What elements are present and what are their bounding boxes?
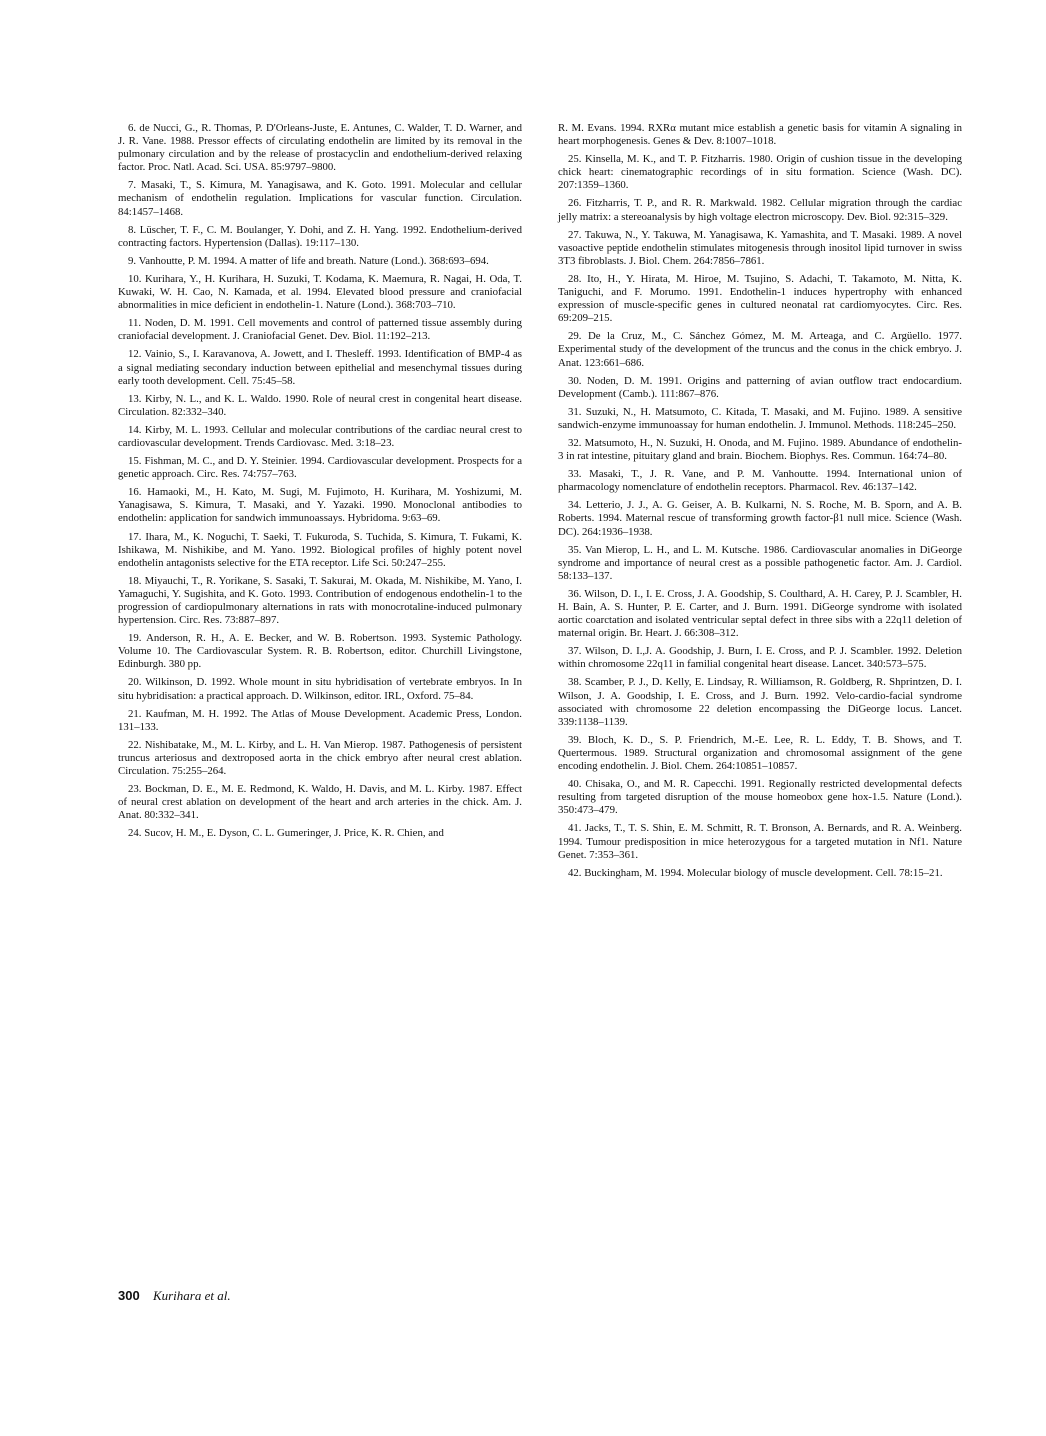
reference-item: 16. Hamaoki, M., H. Kato, M. Sugi, M. Fujimoto, H. Kurihara, M. Yoshizumi, M. Yanagisawa, S. Kimura, T. Masaki, and Y. Yazaki. 1990. Monoclonal antibodies to endothelin: application for sandwich immunoassays. Hybridoma. 9:63–69. bbox=[118, 486, 522, 525]
running-head: Kurihara et al. bbox=[152, 1288, 231, 1303]
page-number: 300 bbox=[118, 1288, 140, 1303]
reference-item: 29. De la Cruz, M., C. Sánchez Gómez, M. M. Arteaga, and C. Argüello. 1977. Experimental study of the development of the truncus and the conus in the chick embryo. J. Anat. 123:661–686. bbox=[558, 330, 962, 369]
reference-item: 7. Masaki, T., S. Kimura, M. Yanagisawa, and K. Goto. 1991. Molecular and cellular mechanism of endothelin regulation. Implications for vascular function. Circulation. 84:1457–1468. bbox=[118, 179, 522, 218]
reference-item: 35. Van Mierop, L. H., and L. M. Kutsche. 1986. Cardiovascular anomalies in DiGeorge syndrome and importance of neural crest as a possible pathogenetic factor. Am. J. Cardiol. 58:133–137. bbox=[558, 543, 962, 582]
reference-item: 37. Wilson, D. I.,J. A. Goodship, J. Burn, I. E. Cross, and P. J. Scambler. 1992. Deletion within chromosome 22q11 in familial congenital heart disease. Lancet. 340:573–575. bbox=[558, 645, 962, 671]
reference-item: 40. Chisaka, O., and M. R. Capecchi. 1991. Regionally restricted developmental defects resulting from targeted disruption of the mouse homeobox gene hox-1.5. Nature (Lond.). 350:473–479. bbox=[558, 778, 962, 817]
reference-item: 8. Lüscher, T. F., C. M. Boulanger, Y. Dohi, and Z. H. Yang. 1992. Endothelium-derived contracting factors. Hypertension (Dallas). 19:117–130. bbox=[118, 223, 522, 249]
reference-item: 36. Wilson, D. I., I. E. Cross, J. A. Goodship, S. Coulthard, A. H. Carey, P. J. Scambler, H. H. Bain, A. S. Hunter, P. E. Carter, and J. Burn. 1991. DiGeorge syndrome with isolated aortic coarctation and isolated ventricular septal defect in three sibs with a 22q11 deletion of maternal origin. Br. Heart. J. 66:308–312. bbox=[558, 587, 962, 640]
reference-item: 6. de Nucci, G., R. Thomas, P. D'Orleans-Juste, E. Antunes, C. Walder, T. D. Warner, and J. R. Vane. 1988. Pressor effects of circulating endothelin are limited by its removal in the pulmonary circulation and by the release of prostacyclin and endothelium-derived relaxing factor. Proc. Natl. Acad. Sci. USA. 85:9797–9800. bbox=[118, 122, 522, 174]
reference-item: 17. Ihara, M., K. Noguchi, T. Saeki, T. Fukuroda, S. Tuchida, S. Kimura, T. Fukami, K. Ishikawa, M. Nishikibe, and M. Yano. 1992. Biological profiles of highly potent novel endothelin antagonists selective for the ETA receptor. Life Sci. 50:247–255. bbox=[118, 530, 522, 569]
reference-item: 39. Bloch, K. D., S. P. Friendrich, M.-E. Lee, R. L. Eddy, T. B. Shows, and T. Quertermous. 1989. Structural organization and chromosomal assignment of the gene encoding endothelin. J. Biol. Chem. 264:10851–10857. bbox=[558, 733, 962, 773]
reference-item: 26. Fitzharris, T. P., and R. R. Markwald. 1982. Cellular migration through the cardiac jelly matrix: a stereoanalysis by high voltage electron microscopy. Dev. Biol. 92:315–329. bbox=[558, 197, 962, 223]
reference-item: 9. Vanhoutte, P. M. 1994. A matter of life and breath. Nature (Lond.). 368:693–694. bbox=[128, 254, 489, 267]
reference-item: 23. Bockman, D. E., M. E. Redmond, K. Waldo, H. Davis, and M. L. Kirby. 1987. Effect of neural crest ablation on development of the heart and arch arteries in the chick. Am. J. Anat. 80:332–341. bbox=[118, 783, 522, 822]
reference-item: 21. Kaufman, M. H. 1992. The Atlas of Mouse Development. Academic Press, London. 131–133. bbox=[118, 707, 522, 733]
reference-item: 34. Letterio, J. J., A. G. Geiser, A. B. Kulkarni, N. S. Roche, M. B. Sporn, and A. B. Roberts. 1994. Maternal rescue of transforming growth factor-β1 null mice. Science (Wash. DC). 264:1936–1938. bbox=[558, 499, 962, 538]
reference-item: 18. Miyauchi, T., R. Yorikane, S. Sasaki, T. Sakurai, M. Okada, M. Nishikibe, M. Yano, I. Yamaguchi, Y. Sugishita, and K. Goto. 1993. Contribution of endogenous endothelin-1 to the progression of cardiopulmonary alternations in rats with monocrotaline-induced pulmonary hypertension. Circ. Res. 73:887–897. bbox=[118, 574, 522, 627]
reference-item: 13. Kirby, N. L., and K. L. Waldo. 1990. Role of neural crest in congenital heart disease. Circulation. 82:332–340. bbox=[118, 392, 522, 418]
reference-item: 22. Nishibatake, M., M. L. Kirby, and L. H. Van Mierop. 1987. Pathogenesis of persistent truncus arteriosus and dextroposed aorta in the chick embryo after neural crest ablation. Circulation. 75:255–264. bbox=[118, 738, 522, 778]
reference-item: 28. Ito, H., Y. Hirata, M. Hiroe, M. Tsujino, S. Adachi, T. Takamoto, M. Nitta, K. Taniguchi, and F. Morumo. 1991. Endothelin-1 induces hypertrophy with enhanced expression of muscle-specific genes in cultured neonatal rat cardiomyocytes. Circ. Res. 69:209–215. bbox=[558, 272, 962, 325]
references-left-column bbox=[118, 122, 522, 846]
page-footer bbox=[118, 1288, 231, 1304]
reference-item: 25. Kinsella, M. K., and T. P. Fitzharris. 1980. Origin of cushion tissue in the developing chick heart: cinematographic recordings of in situ formation. Science (Wash. DC). 207:1359–1360. bbox=[558, 153, 962, 192]
reference-item: 10. Kurihara, Y., H. Kurihara, H. Suzuki, T. Kodama, K. Maemura, R. Nagai, H. Oda, T. Kuwaki, W. H. Cao, N. Kamada, et al. 1994. Elevated blood pressure and craniofacial abnormalities in mice deficient in endothelin-1. Nature (Lond.). 368:703–710. bbox=[118, 272, 522, 312]
reference-item: 31. Suzuki, N., H. Matsumoto, C. Kitada, T. Masaki, and M. Fujino. 1989. A sensitive sandwich-enzyme immunoassay for human endothelin. J. Immunol. Methods. 118:245–250. bbox=[558, 405, 962, 431]
reference-item: 42. Buckingham, M. 1994. Molecular biology of muscle development. Cell. 78:15–21. bbox=[568, 866, 943, 879]
reference-item: 41. Jacks, T., T. S. Shin, E. M. Schmitt, R. T. Bronson, A. Bernards, and R. A. Weinberg. 1994. Tumour predisposition in mice heterozygous for a targeted mutation in Nf1. Nature Genet. 7:353–361. bbox=[558, 822, 962, 861]
reference-item: 12. Vainio, S., I. Karavanova, A. Jowett, and I. Thesleff. 1993. Identification of BMP-4 as a signal mediating secondary induction between epithelial and mesenchymal tissues during early tooth development. Cell. 75:45–58. bbox=[118, 348, 522, 387]
reference-item: 27. Takuwa, N., Y. Takuwa, M. Yanagisawa, K. Yamashita, and T. Masaki. 1989. A novel vasoactive peptide endothelin stimulates mitogenesis through inositol lipid turnover in swiss 3T3 fibroblasts. J. Biol. Chem. 264:7856–7861. bbox=[558, 228, 962, 267]
reference-item: 38. Scamber, P. J., D. Kelly, E. Lindsay, R. Williamson, R. Goldberg, R. Shprintzen, D. I. Wilson, J. A. Goodship, I. E. Cross, and J. Burn. 1992. Velo-cardio-facial syndrome associated with chromosome 22 deletion encompassing the DiGeorge locus. Lancet. 339:1138–1139. bbox=[558, 676, 962, 728]
reference-item: 32. Matsumoto, H., N. Suzuki, H. Onoda, and M. Fujino. 1989. Abundance of endothelin-3 in rat intestine, pituitary gland and brain. Biochem. Biophys. Res. Commun. 164:74–80. bbox=[558, 436, 962, 463]
reference-item: 11. Noden, D. M. 1991. Cell movements and control of patterned tissue assembly during craniofacial development. J. Craniofacial Genet. Dev. Biol. 11:192–213. bbox=[118, 317, 522, 343]
reference-item: 33. Masaki, T., J. R. Vane, and P. M. Vanhoutte. 1994. International union of pharmacology nomenclature of endothelin receptors. Pharmacol. Rev. 46:137–142. bbox=[558, 468, 962, 494]
reference-continuation: R. M. Evans. 1994. RXRα mutant mice establish a genetic basis for vitamin A signaling in heart morphogenesis. Genes & Dev. 8:1007–1018. bbox=[558, 122, 962, 148]
reference-item: 14. Kirby, M. L. 1993. Cellular and molecular contributions of the cardiac neural crest to cardiovascular development. Trends Cardiovasc. Med. 3:18–23. bbox=[118, 423, 522, 449]
reference-item: 19. Anderson, R. H., A. E. Becker, and W. B. Robertson. 1993. Systemic Pathology. Volume 10. The Cardiovascular System. R. B. Robertson, editor. Churchill Livingstone, Edinburgh. 380 pp. bbox=[118, 632, 522, 671]
reference-item: 30. Noden, D. M. 1991. Origins and patterning of avian outflow tract endocardium. Development (Camb.). 111:867–876. bbox=[558, 374, 962, 400]
reference-item: 15. Fishman, M. C., and D. Y. Steinier. 1994. Cardiovascular development. Prospects for a genetic approach. Circ. Res. 74:757–763. bbox=[118, 455, 522, 481]
references-right-column bbox=[558, 122, 962, 885]
reference-item: 24. Sucov, H. M., E. Dyson, C. L. Gumeringer, J. Price, K. R. Chien, and bbox=[128, 827, 444, 840]
reference-item: 20. Wilkinson, D. 1992. Whole mount in situ hybridisation of vertebrate embryos. In In situ hybridisation: a practical approach. D. Wilkinson, editor. IRL, Oxford. 75–84. bbox=[118, 676, 522, 702]
